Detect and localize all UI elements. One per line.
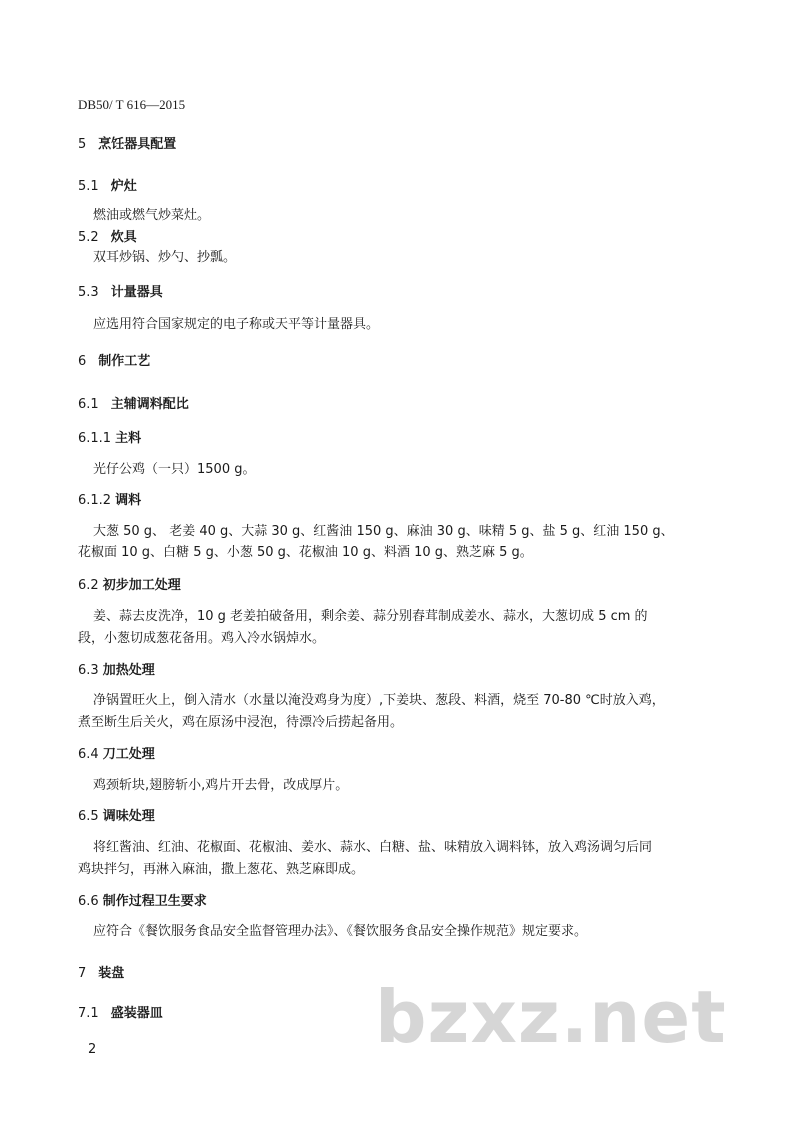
section-6-1-1-heading — [78, 427, 141, 446]
document-header-code: DB50/ T 616—2015 — [78, 97, 186, 112]
section-title: 调料 — [115, 493, 142, 508]
section-title: 制作过程卫生要求 — [102, 894, 207, 909]
section-title: 烹饪器具配置 — [98, 137, 177, 152]
section-5-heading — [78, 133, 176, 152]
paragraph-line: 应选用符合国家规定的电子称或天平等计量器具。 — [93, 317, 380, 332]
paragraph-line: 燃油或燃气炒菜灶。 — [93, 208, 211, 223]
section-5-2-heading — [78, 226, 137, 245]
section-6-heading — [78, 350, 150, 369]
paragraph-line: 应符合《餐饮服务食品安全监督管理办法》、《餐饮服务食品安全操作规范》规定要求。 — [93, 924, 588, 939]
section-number: 6.4 — [78, 747, 99, 762]
section-title: 主辅调料配比 — [110, 397, 189, 412]
section-7-heading — [78, 962, 124, 981]
paragraph-line: 双耳炒锅、炒勺、抄瓢。 — [93, 250, 237, 265]
section-number: 5.3 — [78, 285, 99, 300]
section-number: 6.2 — [78, 578, 99, 593]
section-6-4-heading — [78, 743, 155, 762]
page-number: 2 — [88, 1042, 97, 1057]
section-title: 装盘 — [98, 966, 125, 981]
section-6-1-heading — [78, 393, 189, 412]
section-6-5-heading — [78, 805, 155, 824]
section-number: 5.2 — [78, 230, 99, 245]
section-number: 6.1 — [78, 397, 99, 412]
watermark: bzxz.net — [375, 975, 727, 1059]
section-title: 制作工艺 — [98, 354, 151, 369]
section-title: 初步加工处理 — [102, 578, 181, 593]
section-5-3-heading — [78, 281, 163, 300]
section-number: 5 — [78, 137, 87, 152]
paragraph-line: 净锅置旺火上，倒入清水（水量以淹没鸡身为度）,下姜块、葱段、料酒，烧至 70-80 ℃时放入鸡， — [93, 693, 665, 708]
paragraph-line: 花椒面 10 g、白糖 5 g、小葱 50 g、花椒油 10 g、料酒 10 g、熟芝麻 5 g。 — [78, 545, 533, 560]
section-6-6-heading — [78, 890, 207, 909]
section-5-1-heading — [78, 175, 137, 194]
paragraph-line: 将红酱油、红油、花椒面、花椒油、姜水、蒜水、白糖、盐、味精放入调料钵，放入鸡汤调匀后同 — [93, 840, 653, 855]
section-title: 刀工处理 — [102, 747, 155, 762]
section-6-3-heading — [78, 659, 155, 678]
paragraph-line: 鸡颈斩块,翅膀斩小,鸡片开去骨，改成厚片。 — [93, 778, 349, 793]
section-7-1-heading — [78, 1002, 163, 1021]
section-number: 6.5 — [78, 809, 99, 824]
section-title: 主料 — [115, 431, 142, 446]
section-title: 炉灶 — [110, 179, 137, 194]
section-6-2-heading — [78, 574, 181, 593]
section-title: 盛装器皿 — [110, 1006, 163, 1021]
section-number: 6.3 — [78, 663, 99, 678]
paragraph-line: 大葱 50 g、 老姜 40 g、大蒜 30 g、红酱油 150 g、麻油 30 g、味精 5 g、盐 5 g、红油 150 g、 — [93, 524, 674, 539]
section-number: 7 — [78, 966, 87, 981]
paragraph-line: 煮至断生后关火，鸡在原汤中浸泡，待漂冷后捞起备用。 — [78, 715, 404, 730]
section-title: 炊具 — [110, 230, 137, 245]
section-title: 调味处理 — [102, 809, 155, 824]
section-6-1-2-heading — [78, 489, 141, 508]
section-number: 7.1 — [78, 1006, 99, 1021]
section-title: 加热处理 — [102, 663, 155, 678]
section-number: 6 — [78, 354, 87, 369]
paragraph-line: 段，小葱切成葱花备用。鸡入冷水锅焯水。 — [78, 631, 326, 646]
paragraph-line: 姜、蒜去皮洗净，10 g 老姜拍破备用，剩余姜、蒜分别舂茸制成姜水、蒜水，大葱切成 5 cm 的 — [93, 609, 648, 624]
section-title: 计量器具 — [110, 285, 163, 300]
paragraph-line: 鸡块拌匀，再淋入麻油，撒上葱花、熟芝麻即成。 — [78, 862, 365, 877]
paragraph-line: 光仔公鸡（一只）1500 g。 — [93, 462, 256, 477]
section-number: 5.1 — [78, 179, 99, 194]
section-number: 6.1.1 — [78, 431, 112, 446]
section-number: 6.1.2 — [78, 493, 112, 508]
section-number: 6.6 — [78, 894, 99, 909]
